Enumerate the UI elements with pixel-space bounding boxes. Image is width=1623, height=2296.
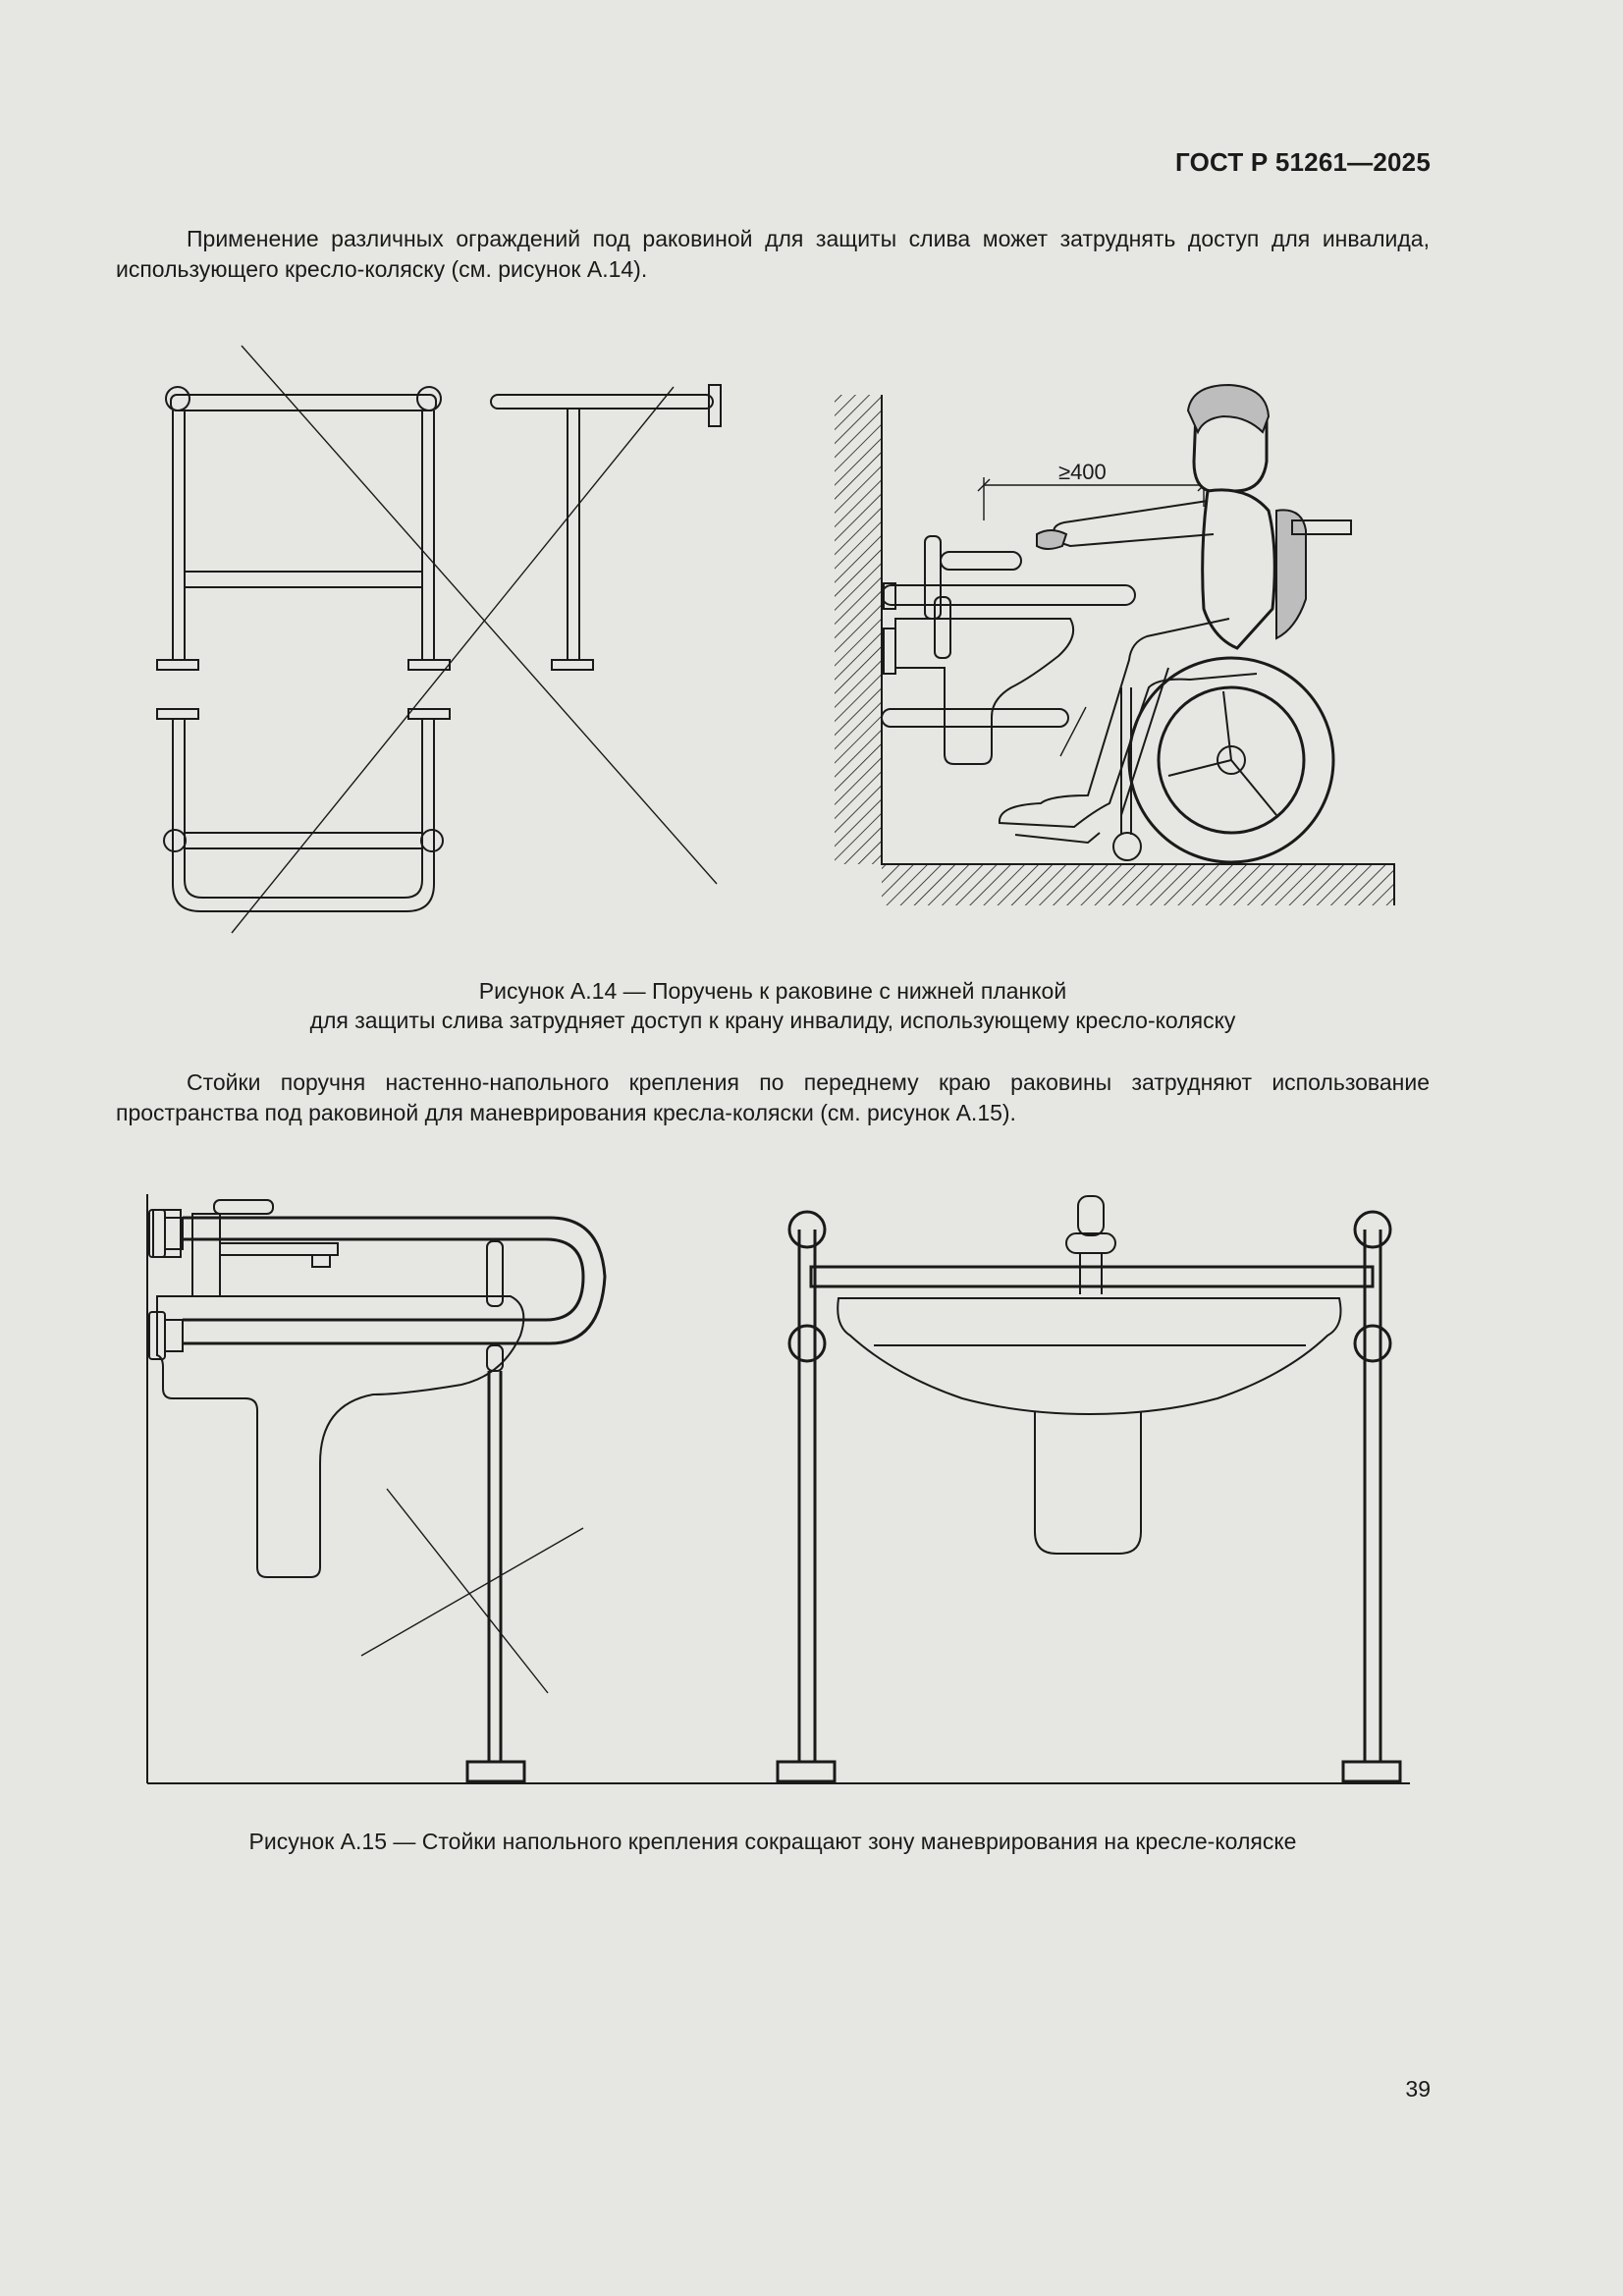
- figure-a15-caption: Рисунок А.15 — Стойки напольного крепления сокращают зону маневрирования на кресле-коляске: [248, 1829, 1297, 1854]
- figure-a14-left-front-view: [157, 346, 717, 933]
- figure-a14-side-view: [491, 385, 721, 670]
- figure-a14-caption: [116, 976, 1430, 1035]
- figure-a14-wheelchair-user: [835, 385, 1394, 905]
- page-number: 39: [1405, 2076, 1431, 2102]
- paragraph-2: Стойки поручня настенно-напольного крепления по переднему краю раковины затрудняют использование пространства под раковиной для маневрирования кресла-коляски (см. рисунок А.15).: [116, 1069, 1430, 1125]
- paragraph-1: Применение различных ограждений под раковиной для защиты слива может затруднять доступ для инвалида, использующего кресло-коляску (см. рисунок А.14).: [116, 226, 1430, 282]
- figure-a14-caption-line-1: Рисунок А.14 — Поручень к раковине с нижней планкой: [478, 978, 1067, 1004]
- figure-a15-side-view: [147, 1194, 1410, 1783]
- dimension-label: ≥400: [1058, 460, 1107, 484]
- figure-a14-caption-line-2: для защиты слива затрудняет доступ к крану инвалиду, использующему кресло-коляску: [309, 1008, 1236, 1033]
- document-header: ГОСТ Р 51261—2025: [1175, 147, 1431, 177]
- figure-a15-front-view: [778, 1196, 1400, 1781]
